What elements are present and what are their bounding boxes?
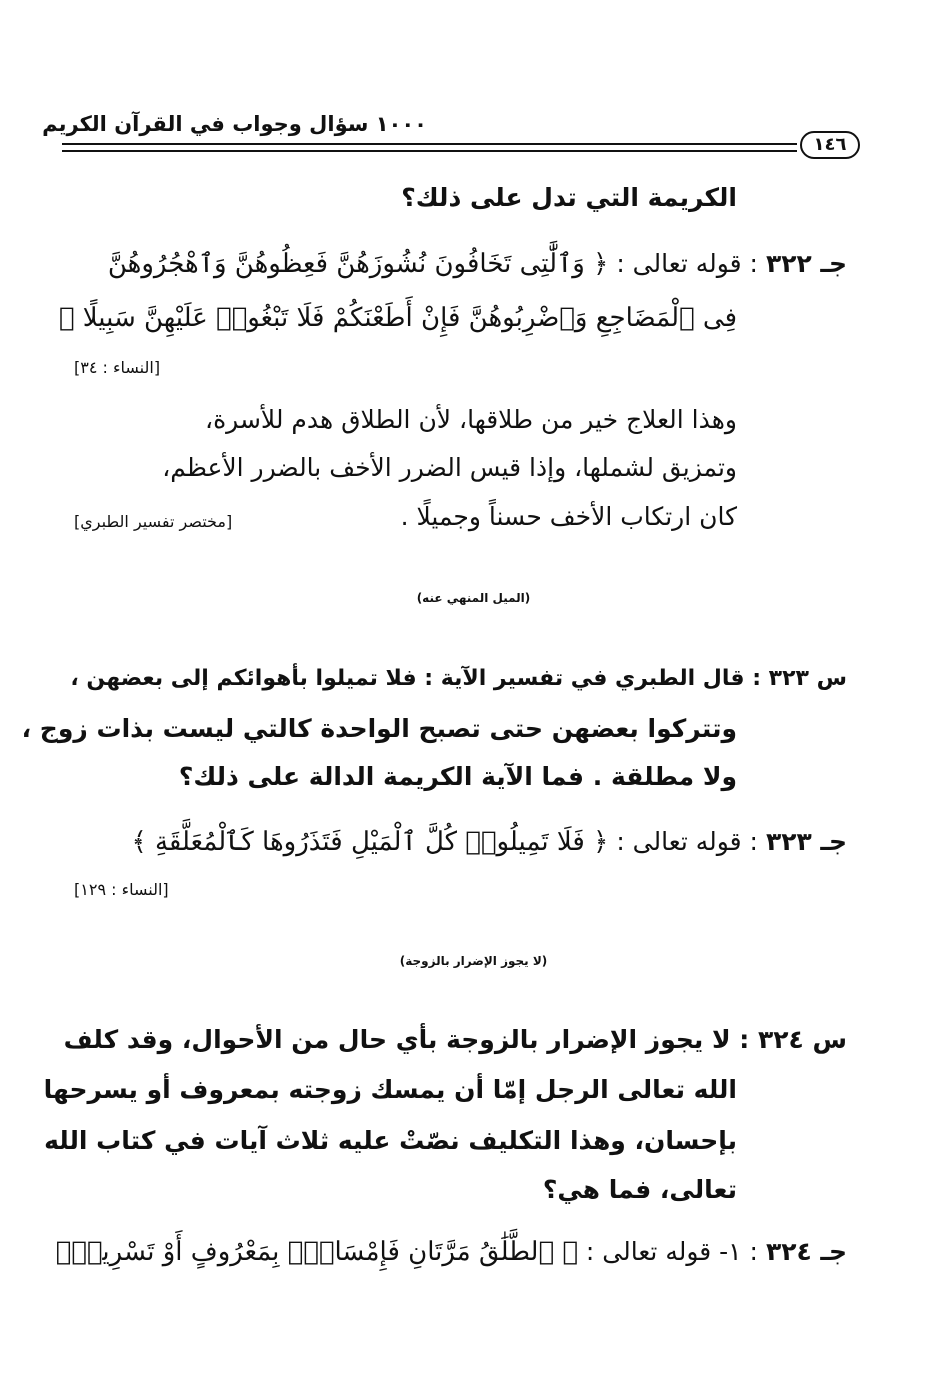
page-number: ١٤٦ <box>800 131 860 159</box>
answer-intro: : قوله تعالى : <box>616 827 758 856</box>
question-323-line-3: ولا مطلقة . فما الآية الكريمة الدالة على ذلك؟ <box>178 762 737 791</box>
answer-322-line-2 <box>59 298 737 338</box>
quran-verse: ﴿ ٱلطَّلَٰقُ مَرَّتَانِ فَإِمْسَاكٌۢ بِمَعْرُوفٍ أَوْ تَسْرِيحٌۢ <box>55 1237 578 1267</box>
question-322-tail: الكريمة التي تدل على ذلك؟ <box>401 183 737 212</box>
question-324-line-1 <box>64 1020 847 1060</box>
answer-322-line-1 <box>108 244 847 284</box>
answer-label: جـ ٣٢٣ <box>765 827 847 856</box>
answer-intro: : ١- قوله تعالى : <box>585 1237 758 1266</box>
question-label: س ٣٢٣ <box>768 666 847 691</box>
question-label: س ٣٢٤ <box>758 1025 847 1054</box>
question-323-line-2: وتتركوا بعضهن حتى تصبح الواحدة كالتي ليست بذات زوج ، <box>21 714 737 743</box>
body-line: وهذا العلاج خير من طلاقها، لأن الطلاق هدم للأسرة، <box>205 405 737 434</box>
header-rule <box>62 143 797 152</box>
section-heading: (الميل المنهي عنه) <box>416 591 531 605</box>
question-324-line-2: الله تعالى الرجل إمّا أن يمسك زوجته بمعروف أو يسرحها <box>43 1075 737 1104</box>
answer-label: جـ ٣٢٢ <box>765 249 847 278</box>
verse-source: [النساء : ١٢٩] <box>74 880 169 899</box>
question-text: : لا يجوز الإضرار بالزوجة بأي حال من الأحوال، وقد كلف <box>63 1025 750 1054</box>
quran-verse: فِى ٱلْمَضَاجِعِ وَٱضْرِبُوهُنَّ فَإِنْ أَطَعْنَكُمْ فَلَا تَبْغُوا۟ عَلَيْهِنَّ سَبِيلًا ﴾ <box>58 303 737 333</box>
question-324-line-4: تعالى، فما هي؟ <box>542 1175 737 1204</box>
section-heading: (لا يجوز الإضرار بالزوجة) <box>399 954 548 968</box>
answer-323-line-1 <box>131 822 847 862</box>
question-text: : قال الطبري في تفسير الآية : فلا تميلوا بأهوائكم إلى بعضهن ، <box>70 666 761 691</box>
verse-source: [النساء : ٣٤] <box>74 358 161 377</box>
body-line: كان ارتكاب الأخف حسناً وجميلًا . <box>400 502 737 531</box>
quran-verse: ﴿ فَلَا تَمِيلُوا۟ كُلَّ ٱلْمَيْلِ فَتَذَرُوهَا كَٱلْمُعَلَّقَةِ ﴾ <box>131 827 609 857</box>
answer-label: جـ ٣٢٤ <box>765 1237 847 1266</box>
answer-324-line-1 <box>56 1232 847 1272</box>
answer-intro: : قوله تعالى : <box>616 249 758 278</box>
question-324-line-3: بإحسان، وهذا التكليف نصّتْ عليه ثلاث آيات في كتاب الله <box>44 1126 737 1155</box>
body-source: [مختصر تفسير الطبري] <box>74 512 233 531</box>
quran-verse: ﴿ وَٱلَّٰتِى تَخَافُونَ نُشُوزَهُنَّ فَعِظُوهُنَّ وَٱهْجُرُوهُنَّ <box>107 249 609 279</box>
body-line: وتمزيق لشملها، وإذا قيس الضرر الأخف بالضرر الأعظم، <box>162 453 737 482</box>
running-title: ١٠٠٠ سؤال وجواب في القرآن الكريم <box>42 112 427 136</box>
question-323-line-1 <box>70 659 847 699</box>
